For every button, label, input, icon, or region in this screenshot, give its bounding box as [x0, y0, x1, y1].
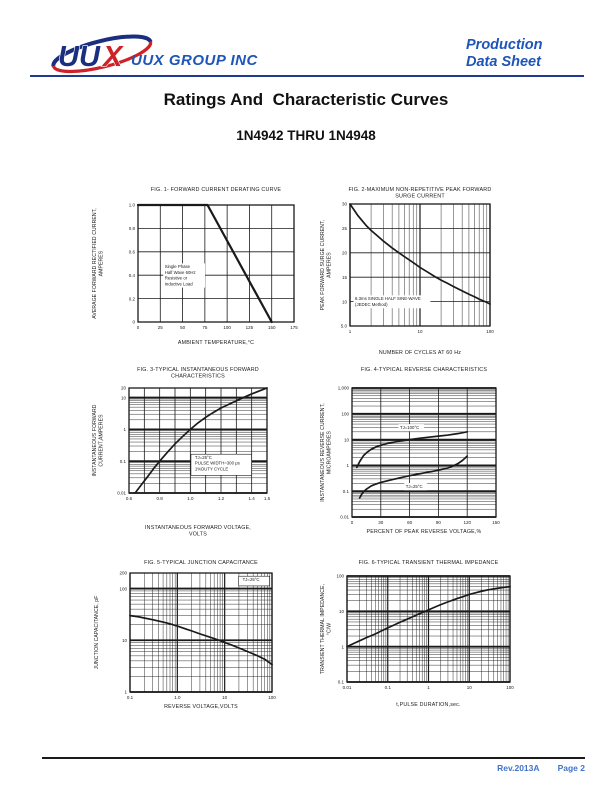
svg-text:PULSE WIDTH=300 μs: PULSE WIDTH=300 μs — [194, 460, 240, 466]
svg-text:90: 90 — [435, 520, 441, 525]
svg-text:PEAK FORWARD SURGE CURRENT,: PEAK FORWARD SURGE CURRENT, — [320, 219, 326, 311]
svg-text:TJ=25°C: TJ=25°C — [194, 455, 212, 461]
svg-text:5.0: 5.0 — [340, 323, 347, 329]
svg-text:0: 0 — [350, 520, 354, 525]
svg-text:JUNCTION CAPACITANCE, pF: JUNCTION CAPACITANCE, pF — [94, 595, 100, 670]
svg-text:100: 100 — [506, 685, 514, 690]
svg-text:0.01: 0.01 — [117, 490, 126, 496]
svg-text:1: 1 — [123, 427, 126, 433]
svg-text:0.1: 0.1 — [384, 685, 391, 690]
svg-text:10: 10 — [341, 299, 347, 305]
svg-text:CURRENT,AMPERES: CURRENT,AMPERES — [98, 414, 105, 467]
svg-text:0.8: 0.8 — [128, 226, 135, 232]
svg-text:175: 175 — [290, 325, 298, 330]
revision-label: Rev.2013A — [497, 763, 540, 773]
svg-text:100: 100 — [486, 329, 494, 334]
svg-text:0.8: 0.8 — [156, 496, 163, 501]
logo-text-uu: UU — [58, 41, 100, 73]
svg-text:50: 50 — [180, 325, 186, 330]
svg-text:15: 15 — [341, 274, 347, 280]
svg-text:Inductive Load: Inductive Load — [164, 281, 193, 287]
svg-text:100: 100 — [268, 695, 276, 700]
logo-text-x: X — [103, 41, 123, 73]
svg-text:0.2: 0.2 — [128, 296, 135, 302]
svg-text:25: 25 — [157, 325, 163, 330]
fig6-chart-canvas — [312, 556, 532, 722]
svg-text:0.1: 0.1 — [337, 679, 344, 685]
svg-text:TJ=100°C: TJ=100°C — [400, 424, 420, 430]
svg-text:1.5: 1.5 — [263, 496, 271, 501]
doc-type-line2: Data Sheet — [466, 53, 541, 70]
company-name: UUX GROUP INC — [131, 52, 258, 69]
svg-text:VOLTS: VOLTS — [189, 531, 207, 538]
footer — [497, 763, 585, 773]
page-number: Page 2 — [557, 763, 585, 773]
svg-text:20: 20 — [341, 250, 347, 256]
svg-text:10: 10 — [466, 685, 472, 690]
svg-text:1.4: 1.4 — [248, 496, 255, 501]
svg-text:TRANSIENT THERMAL IMPEDANCE,: TRANSIENT THERMAL IMPEDANCE, — [320, 583, 326, 675]
svg-text:AMPERES: AMPERES — [326, 252, 333, 278]
svg-text:FIG. 6-TYPICAL TRANSIENT THERM: FIG. 6-TYPICAL TRANSIENT THERMAL IMPEDANCE — [358, 560, 499, 566]
doc-type — [466, 37, 543, 70]
svg-text:SURGE CURRENT: SURGE CURRENT — [395, 193, 445, 200]
svg-text:0: 0 — [132, 319, 135, 325]
svg-text:(JEDEC Method): (JEDEC Method) — [355, 301, 388, 307]
svg-text:1: 1 — [341, 644, 344, 650]
svg-text:0.1: 0.1 — [119, 458, 126, 464]
svg-text:30: 30 — [341, 201, 347, 207]
svg-text:150: 150 — [267, 325, 276, 330]
svg-text:100: 100 — [341, 411, 349, 417]
fig5-junction-capacitance-chart — [84, 556, 304, 727]
doc-type-line1: Production — [466, 37, 543, 53]
page-title: Ratings And Characteristic Curves — [163, 90, 449, 109]
svg-text:REVERSE VOLTAGE,VOLTS: REVERSE VOLTAGE,VOLTS — [164, 704, 238, 710]
svg-text:NUMBER OF CYCLES AT 60 Hz: NUMBER OF CYCLES AT 60 Hz — [378, 350, 462, 356]
svg-text:FIG. 3-TYPICAL INSTANTANEOUS: FIG. 3-TYPICAL INSTANTANEOUS FORWARD — [137, 367, 259, 373]
fig6-transient-thermal-impedance-chart — [312, 556, 532, 727]
svg-text:10: 10 — [222, 695, 228, 700]
svg-text:1%DUTY CYCLE: 1%DUTY CYCLE — [194, 466, 229, 472]
tj-100c-curve — [357, 432, 467, 467]
svg-text:TJ=25°C: TJ=25°C — [242, 577, 260, 583]
svg-text:AVERAGE FORWARD RECTIFIED CURR: AVERAGE FORWARD RECTIFIED CURRENT, — [92, 208, 98, 319]
svg-text:120: 120 — [463, 520, 471, 525]
header-divider — [30, 75, 584, 77]
svg-text:1.0: 1.0 — [187, 496, 194, 501]
svg-text:Resistive or: Resistive or — [164, 275, 188, 281]
svg-text:150: 150 — [492, 520, 500, 525]
fig1-forward-current-derating-chart — [84, 183, 304, 357]
svg-text:INSTANTANEOUS FORWARD: INSTANTANEOUS FORWARD — [92, 404, 98, 477]
svg-text:30: 30 — [378, 520, 384, 525]
svg-text:125: 125 — [245, 325, 254, 330]
svg-text:0.01: 0.01 — [342, 685, 352, 690]
svg-text:Half Wave 60Hz: Half Wave 60Hz — [164, 269, 196, 275]
svg-text:Single Phase: Single Phase — [164, 264, 191, 270]
svg-text:25: 25 — [341, 226, 347, 232]
svg-text:INSTANTANEOUS FORWARD VOLTAGE,: INSTANTANEOUS FORWARD VOLTAGE, — [145, 525, 251, 531]
fig4-reverse-characteristics-chart — [312, 363, 532, 555]
svg-text:10: 10 — [417, 329, 423, 334]
svg-text:1.0: 1.0 — [174, 695, 181, 700]
svg-text:t,PULSE DURATION,sec.: t,PULSE DURATION,sec. — [396, 702, 461, 708]
svg-text:75: 75 — [202, 325, 208, 330]
svg-text:0.6: 0.6 — [125, 496, 133, 501]
part-number-range: 1N4942 THRU 1N4948 — [236, 128, 376, 143]
svg-text:TJ=25°C: TJ=25°C — [405, 483, 423, 489]
svg-text:MICROAMPERES: MICROAMPERES — [326, 430, 333, 475]
svg-text:8.3ms SINGLE HALF SINE-WAVE: 8.3ms SINGLE HALF SINE-WAVE — [355, 296, 421, 302]
svg-text:1.2: 1.2 — [217, 496, 225, 501]
svg-text:200: 200 — [119, 570, 127, 576]
fig3-chart-canvas — [84, 363, 304, 550]
svg-text:AMBIENT TEMPERATURE,°C: AMBIENT TEMPERATURE,°C — [177, 340, 255, 346]
svg-text:0.01: 0.01 — [340, 514, 349, 520]
svg-text:°C/W: °C/W — [326, 622, 333, 636]
svg-text:100: 100 — [119, 586, 127, 592]
svg-text:CHARACTERISTICS: CHARACTERISTICS — [171, 373, 225, 380]
svg-text:1: 1 — [348, 329, 352, 334]
fig2-chart-canvas — [312, 183, 532, 356]
svg-text:FIG. 4-TYPICAL REVERSE CHARACT: FIG. 4-TYPICAL REVERSE CHARACTERISTICS — [360, 367, 488, 373]
svg-text:FIG. 5-TYPICAL JUNCTION CAPACI: FIG. 5-TYPICAL JUNCTION CAPACITANCE — [144, 560, 258, 566]
fig4-chart-canvas — [312, 363, 532, 550]
footer-divider — [42, 757, 585, 759]
svg-text:0.1: 0.1 — [126, 695, 134, 700]
fig3-instantaneous-forward-characteristics-chart — [84, 363, 304, 555]
svg-text:10: 10 — [120, 395, 126, 401]
svg-text:1,000: 1,000 — [337, 385, 349, 391]
svg-text:10: 10 — [121, 637, 127, 643]
svg-text:60: 60 — [407, 520, 413, 525]
svg-text:100: 100 — [223, 325, 231, 330]
svg-text:100: 100 — [336, 573, 344, 579]
fig2-peak-forward-surge-current-chart — [312, 183, 532, 357]
svg-text:0.1: 0.1 — [342, 488, 349, 494]
svg-text:20: 20 — [120, 385, 126, 391]
fig5-chart-canvas — [84, 556, 304, 722]
svg-text:1: 1 — [427, 685, 430, 690]
svg-text:0.4: 0.4 — [128, 272, 135, 278]
forward-characteristics — [135, 388, 267, 493]
svg-text:FIG. 1- FORWARD CURRENT DERATI: FIG. 1- FORWARD CURRENT DERATING CURVE — [150, 187, 282, 193]
svg-text:0: 0 — [136, 325, 140, 330]
svg-text:10: 10 — [338, 609, 344, 615]
svg-text:PERCENT OF PEAK REVERSE VOLTAG: PERCENT OF PEAK REVERSE VOLTAGE,% — [366, 529, 482, 535]
svg-text:AMPERES: AMPERES — [98, 250, 105, 277]
svg-text:INSTANTANEOUS REVERSE CURRENT,: INSTANTANEOUS REVERSE CURRENT, — [320, 403, 326, 502]
svg-text:10: 10 — [343, 437, 349, 443]
svg-text:1: 1 — [346, 463, 349, 469]
svg-text:1: 1 — [124, 689, 127, 695]
svg-text:1.0: 1.0 — [128, 202, 135, 208]
svg-text:FIG. 2-MAXIMUM NON-REPETITIVE: FIG. 2-MAXIMUM NON-REPETITIVE PEAK FORWARD — [348, 187, 492, 193]
svg-text:0.6: 0.6 — [128, 249, 135, 255]
fig1-chart-canvas — [84, 183, 304, 352]
